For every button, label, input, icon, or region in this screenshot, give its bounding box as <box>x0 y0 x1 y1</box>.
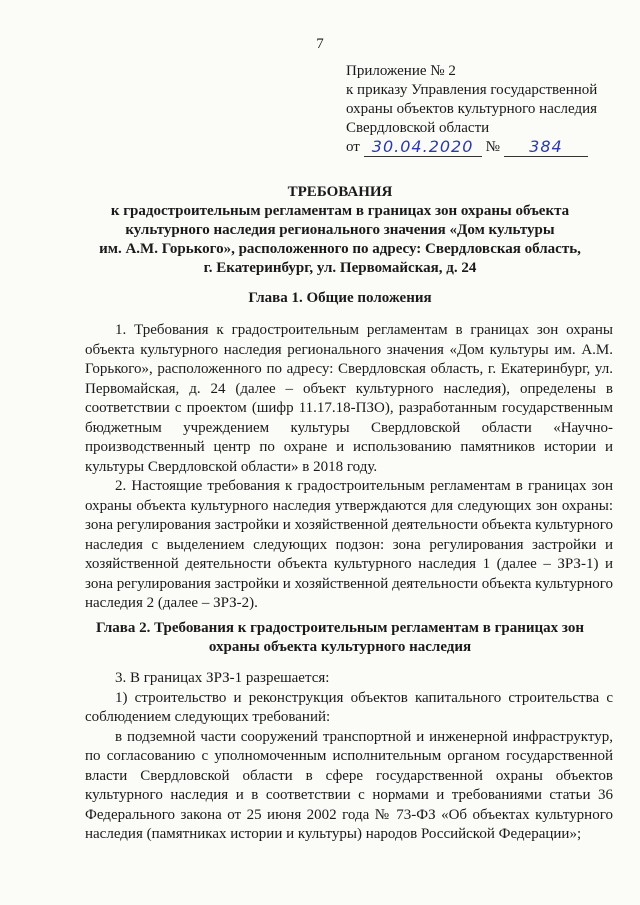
title-line: им. А.М. Горького», расположенного по адресу: Свердловская область, <box>99 241 581 257</box>
chapter-1-heading: Глава 1. Общие положения <box>248 290 432 306</box>
appendix-block <box>346 62 636 157</box>
document-title <box>70 183 610 278</box>
paragraph: в подземной части сооружений транспортной и инженерной инфраструктур, по согласованию с уполномоченным исполнительным органом государственной власти Свердловской области в сфере государственной охраны объектов культурного наследия и в соответствии с нормами и требованиями статьи 36 Федерального закона от 25 июня 2002 года № 73-ФЗ «Об объектах культурного наследия (памятниках истории и культуры) народов Российской Федерации»; <box>85 728 613 842</box>
appendix-line: к приказу Управления государственной <box>346 82 598 98</box>
from-label: от <box>346 139 360 155</box>
chapter-2-heading-line: Глава 2. Требования к градостроительным регламентам в границах зон <box>95 620 585 636</box>
paragraph: 2. Настоящие требования к градостроительным регламентам в границах зон охраны объекта культурного наследия утверждаются для следующих зон охраны: зона регулирования застройки и хозяйственной деятельности объекта культурного наследия с выделением следующих подзон: зона регулирования застройки и хозяйственной деятельности объекта культурного наследия 1 (далее – ЗРЗ-1) и зона регулирования застройки и хозяйственной деятельности объекта культурного наследия 2 (далее – ЗРЗ-2). <box>85 478 613 611</box>
page-number: 7 <box>316 36 324 52</box>
handwritten-date: 30.04.2020 <box>364 138 482 157</box>
title-line: культурного наследия регионального значения «Дом культуры <box>125 222 555 238</box>
paragraph: 1) строительство и реконструкция объектов капитального строительства с соблюдением следующих требований: <box>85 689 613 725</box>
chapter-2-body <box>85 669 613 845</box>
appendix-line: Свердловской области <box>346 120 490 136</box>
paragraph: 3. В границах ЗРЗ-1 разрешается: <box>115 670 330 686</box>
chapter-1-body <box>85 321 613 614</box>
title-line: г. Екатеринбург, ул. Первомайская, д. 24 <box>203 260 477 276</box>
number-label: № <box>485 139 500 155</box>
title-line: к градостроительным регламентам в границах зон охраны объекта <box>110 203 570 219</box>
paragraph: 1. Требования к градостроительным регламентам в границах зон охраны объекта культурного наследия регионального значения «Дом культуры им. А.М. Горького», расположенного по адресу: Свердловская область, г. Екатеринбург, ул. Первомайская, д. 24 (далее – объект культурного наследия), определены в соответствии с проектом (шифр 11.17.18-ПЗО), разработанным государственным бюджетным учреждением культуры Свердловской области «Научно-производственный центр по охране и использованию памятников истории и культуры Свердловской области» в 2018 году. <box>85 322 613 475</box>
appendix-line: Приложение № 2 <box>346 63 456 79</box>
chapter-2-heading <box>70 619 610 657</box>
chapter-2-heading-line: охраны объекта культурного наследия <box>208 639 472 655</box>
title-heading: ТРЕБОВАНИЯ <box>287 184 393 200</box>
order-date-number-line <box>346 138 636 157</box>
appendix-line: охраны объектов культурного наследия <box>346 101 598 117</box>
handwritten-number: 384 <box>504 138 588 157</box>
